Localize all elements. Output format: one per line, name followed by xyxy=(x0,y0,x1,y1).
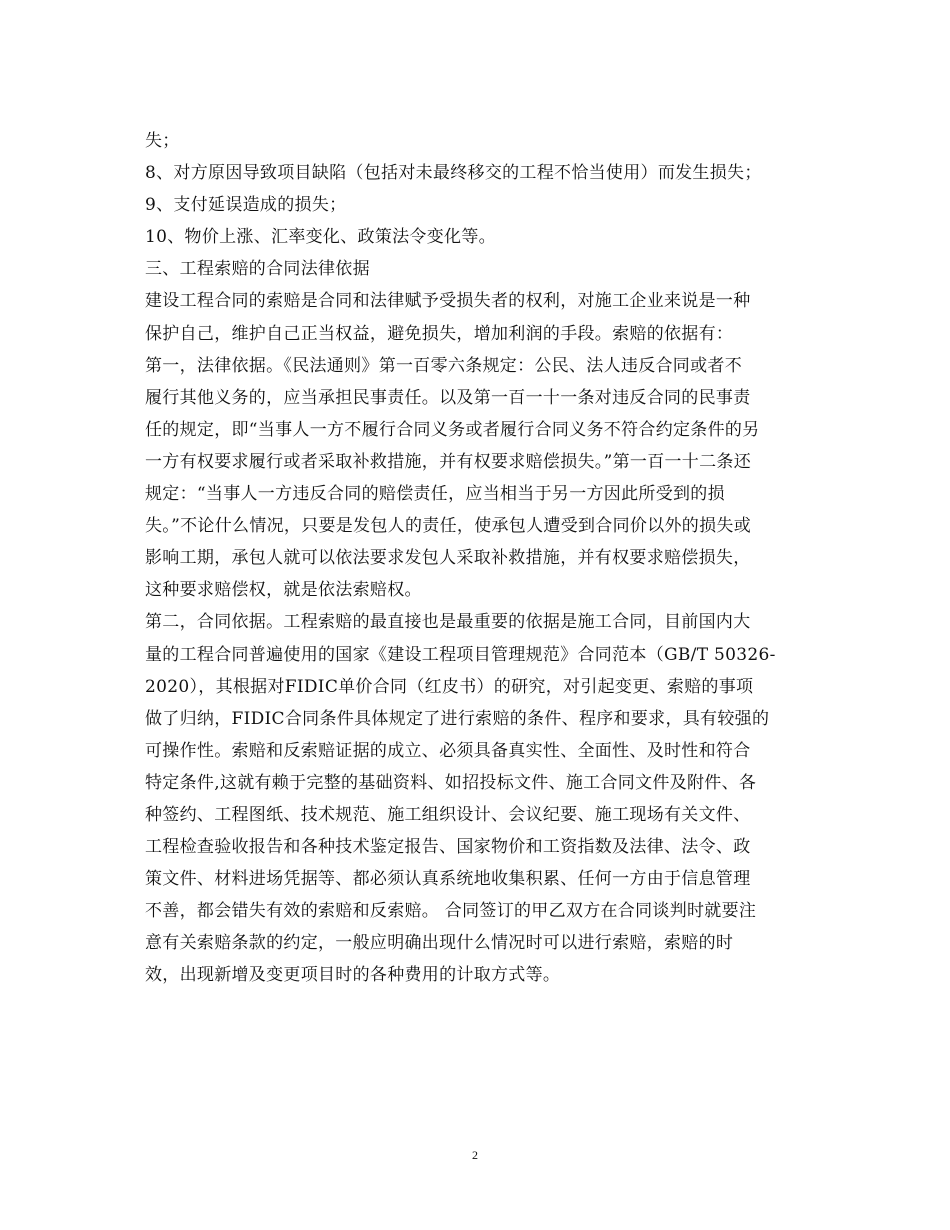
text-line: 可操作性。索赔和反索赔证据的成立、必须具备真实性、全面性、及时性和符合 xyxy=(145,740,751,761)
body-text xyxy=(145,125,815,992)
text-line: 履行其他义务的，应当承担民事责任。以及第一百一十一条对违反合同的民事责 xyxy=(145,387,751,408)
page-number: 2 xyxy=(472,1148,478,1162)
text-line: 2020），其根据对FIDIC单价合同（红皮书）的研究，对引起变更、索赔的事项 xyxy=(145,676,754,697)
section-heading: 三、工程索赔的合同法律依据 xyxy=(145,259,370,280)
text-line: 工程检查验收报告和各种技术鉴定报告、国家物价和工资指数及法律、法令、政 xyxy=(145,837,751,858)
text-line: 量的工程合同普遍使用的国家《建设工程项目管理规范》合同范本（GB/T 50326- xyxy=(145,644,776,665)
text-line: 不善，都会错失有效的索赔和反索赔。 合同签订的甲乙双方在合同谈判时就要注 xyxy=(145,901,757,922)
text-line: 这种要求赔偿权，就是依法索赔权。 xyxy=(145,580,422,601)
text-line: 意有关索赔条款的约定，一般应明确出现什么情况时可以进行索赔，索赔的时 xyxy=(145,933,734,954)
text-line: 第一，法律依据。《民法通则》第一百零六条规定：公民、法人违反合同或者不 xyxy=(145,355,742,376)
text-line: 任的规定，即“当事人一方不履行合同义务或者履行合同义务不符合约定条件的另 xyxy=(145,419,760,440)
text-line: 做了归纳，FIDIC合同条件具体规定了进行索赔的条件、程序和要求，具有较强的 xyxy=(145,708,770,729)
text-line: 种签约、工程图纸、技术规范、施工组织设计、会议纪要、施工现场有关文件、 xyxy=(145,804,751,825)
text-line: 第二，合同依据。工程索赔的最直接也是最重要的依据是施工合同，目前国内大 xyxy=(145,612,751,633)
text-line: 效，出现新增及变更项目时的各种费用的计取方式等。 xyxy=(145,965,561,986)
text-line: 8、对方原因导致项目缺陷（包括对未最终移交的工程不恰当使用）而发生损失； xyxy=(145,163,762,184)
text-line: 失。”不论什么情况，只要是发包人的责任，使承包人遭受到合同价以外的损失或 xyxy=(145,516,751,537)
text-line: 规定：“当事人一方违反合同的赔偿责任，应当相当于另一方因此所受到的损 xyxy=(145,484,725,505)
text-line: 一方有权要求履行或者采取补救措施，并有权要求赔偿损失。”第一百一十二条还 xyxy=(145,451,751,472)
text-line: 失； xyxy=(145,131,180,151)
text-line: 10、物价上涨、汇率变化、政策法令变化等。 xyxy=(145,227,496,248)
text-line: 策文件、材料进场凭据等、都必须认真系统地收集积累、任何一方由于信息管理 xyxy=(145,869,751,890)
text-line: 特定条件,这就有赖于完整的基础资料、如招投标文件、施工合同文件及附件、各 xyxy=(145,772,757,793)
text-line: 9、支付延误造成的损失； xyxy=(145,195,347,216)
text-line: 影响工期，承包人就可以依法要求发包人采取补救措施，并有权要求赔偿损失， xyxy=(145,548,751,569)
text-line: 建设工程合同的索赔是合同和法律赋予受损失者的权利，对施工企业来说是一种 xyxy=(145,291,751,312)
text-line: 保护自己，维护自己正当权益，避免损失，增加利润的手段。索赔的依据有： xyxy=(145,323,734,344)
